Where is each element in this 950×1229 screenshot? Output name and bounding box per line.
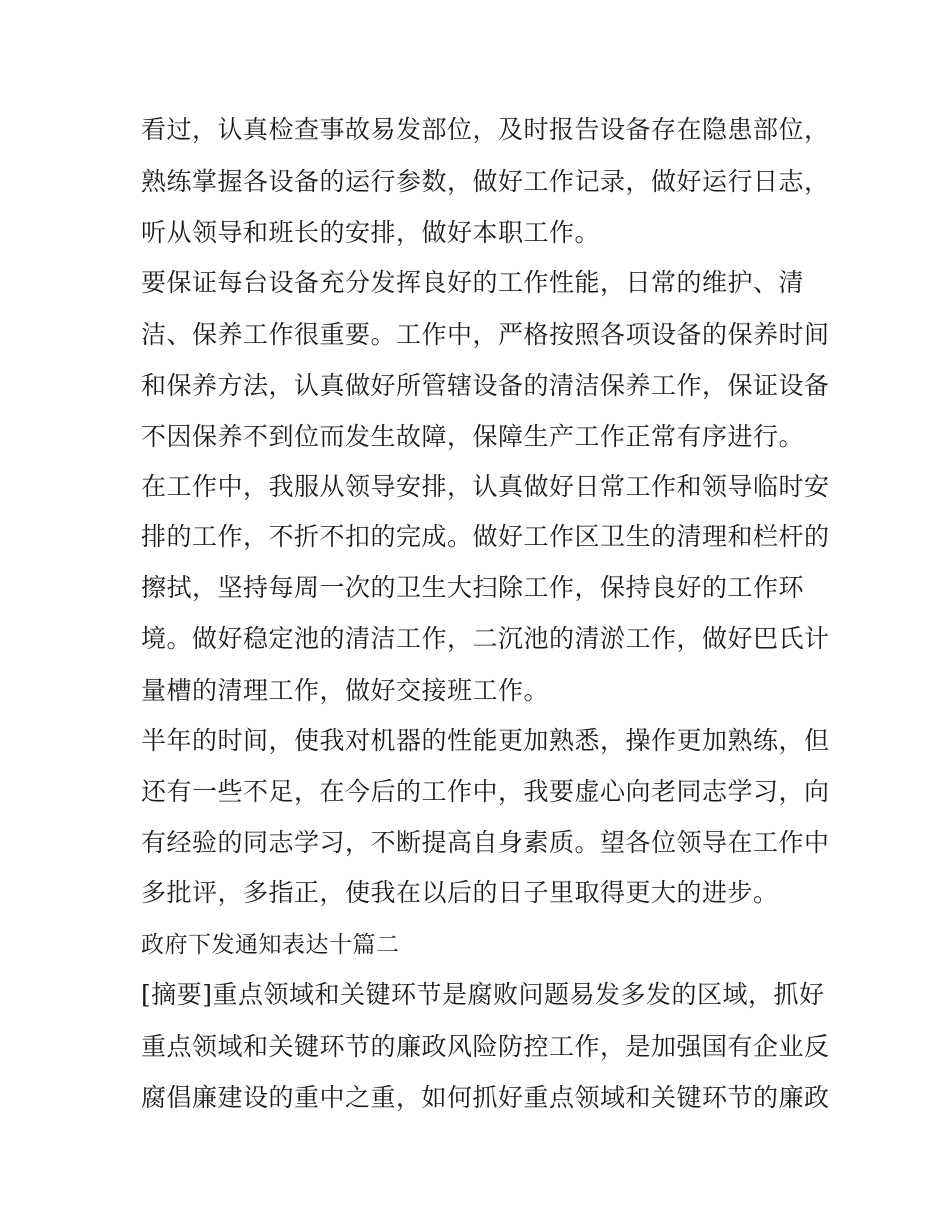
- body-text-line: 擦拭，坚持每周一次的卫生大扫除工作，保持良好的工作环: [141, 573, 805, 602]
- body-text-line: 量槽的清理工作，做好交接班工作。: [141, 676, 550, 705]
- body-text-line: 多批评，多指正，使我在以后的日子里取得更大的进步。: [141, 878, 779, 907]
- body-text-line: 重点领域和关键环节的廉政风险防控工作，是加强国有企业反: [141, 1032, 830, 1061]
- body-text-line: 有经验的同志学习，不断提高自身素质。望各位领导在工作中: [141, 828, 830, 857]
- body-text-line: 看过，认真检查事故易发部位，及时报告设备存在隐患部位，: [141, 115, 830, 144]
- body-text-line: 要保证每台设备充分发挥良好的工作性能，日常的维护、清: [141, 268, 805, 297]
- body-text-line: 在工作中，我服从领导安排，认真做好日常工作和领导临时安: [141, 472, 830, 501]
- section-heading: 政府下发通知表达十篇二: [141, 932, 400, 958]
- body-text-line: 半年的时间，使我对机器的性能更加熟悉，操作更加熟练，但: [141, 726, 830, 755]
- body-text-line: 听从领导和班长的安排，做好本职工作。: [141, 218, 601, 247]
- body-text-line: 洁、保养工作很重要。工作中，严格按照各项设备的保养时间: [141, 320, 830, 349]
- body-text-line: 和保养方法，认真做好所管辖设备的清洁保养工作，保证设备: [141, 371, 830, 400]
- body-text-line: 熟练掌握各设备的运行参数，做好工作记录，做好运行日志，: [141, 167, 830, 196]
- body-text-line: 还有一些不足，在今后的工作中，我要虚心向老同志学习，向: [141, 777, 830, 806]
- body-text-line: 排的工作，不折不扣的完成。做好工作区卫生的清理和栏杆的: [141, 522, 830, 551]
- body-text-line: 不因保养不到位而发生故障，保障生产工作正常有序进行。: [141, 422, 805, 451]
- body-text-line: 境。做好稳定池的清洁工作，二沉池的清淤工作，做好巴氏计: [141, 624, 830, 653]
- body-text-line: 腐倡廉建设的重中之重，如何抓好重点领域和关键环节的廉政: [141, 1083, 830, 1112]
- body-text-line: [摘要]重点领域和关键环节是腐败问题易发多发的区域，抓好: [141, 980, 825, 1009]
